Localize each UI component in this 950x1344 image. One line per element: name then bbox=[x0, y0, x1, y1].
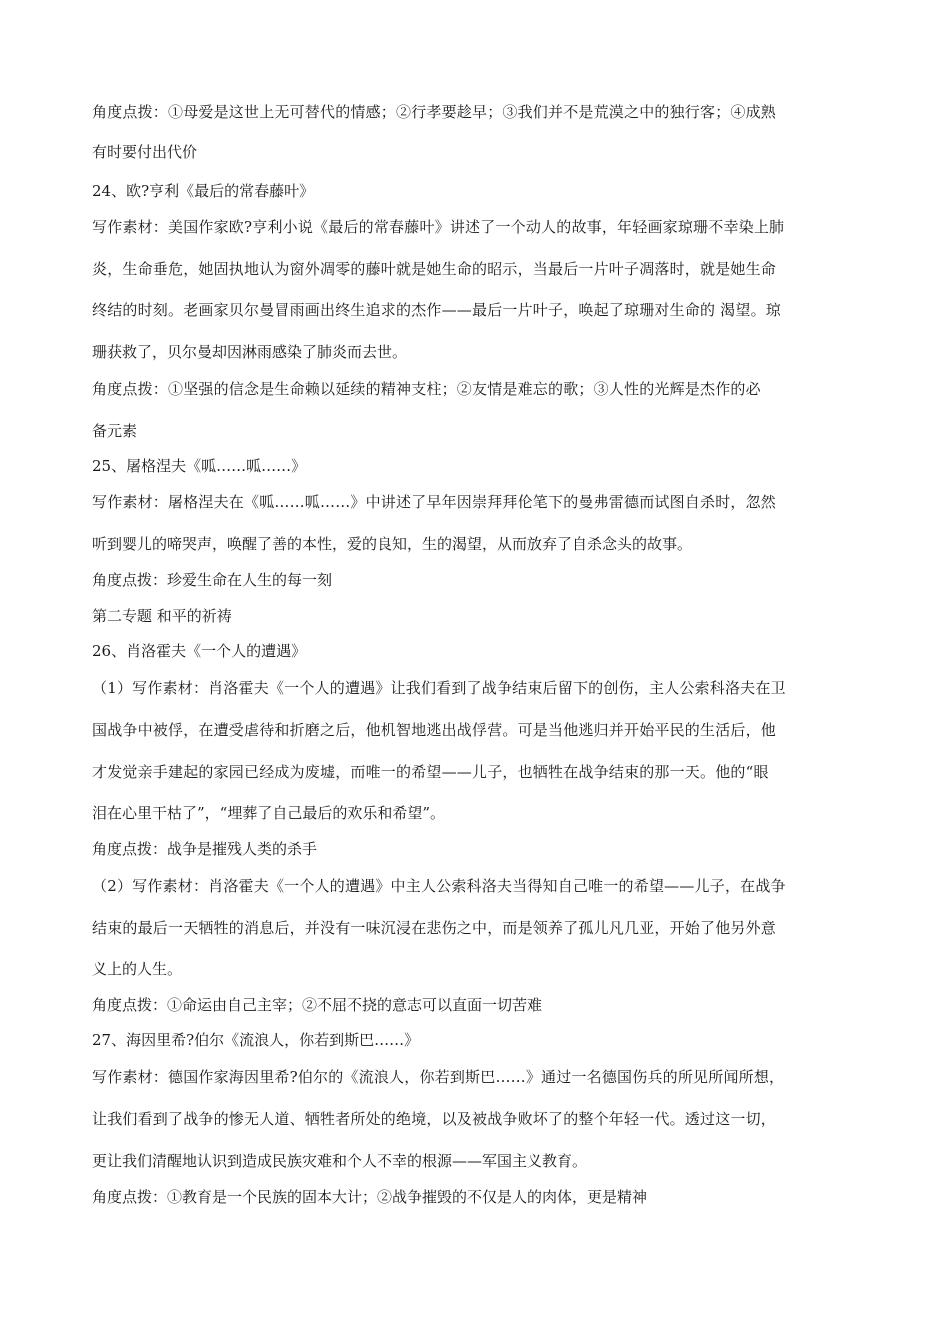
text-line: 炎，生命垂危，她固执地认为窗外凋零的藤叶就是她生命的昭示，当最后一片叶子凋落时，就是她生命 bbox=[92, 260, 777, 278]
text-line: 写作素材：屠格涅夫在《呱……呱……》中讲述了早年因崇拜拜伦笔下的曼弗雷德而试图自杀时，忽然 bbox=[92, 493, 777, 511]
text-line: 终结的时刻。老画家贝尔曼冒雨画出终生追求的杰作——最后一片叶子，唤起了琼珊对生命的 渴望。琼 bbox=[92, 301, 781, 319]
text-line: 角度点拨：①母爱是这世上无可替代的情感；②行孝要趁早；③我们并不是荒漠之中的独行客；④成熟 bbox=[92, 103, 777, 121]
text-line: 结束的最后一天牺牲的消息后，并没有一味沉浸在悲伤之中，而是领养了孤儿凡几亚，开始了他另外意 bbox=[92, 919, 777, 937]
section-heading: 27、海因里希?伯尔《流浪人，你若到斯巴……》 bbox=[92, 1031, 420, 1049]
text-line: 更让我们清醒地认识到造成民族灾难和个人不幸的根源——军国主义教育。 bbox=[92, 1152, 588, 1170]
text-line: 角度点拨：①教育是一个民族的固本大计；②战争摧毁的不仅是人的肉体，更是精神 bbox=[92, 1188, 648, 1206]
text-line: 角度点拨：珍爱生命在人生的每一刻 bbox=[92, 571, 333, 589]
text-line: （1）写作素材：肖洛霍夫《一个人的遭遇》让我们看到了战争结束后留下的创伤，主人公索科洛夫在卫 bbox=[92, 679, 786, 697]
text-line: 义上的人生。 bbox=[92, 960, 183, 978]
text-line: 才发觉亲手建起的家园已经成为废墟，而唯一的希望——儿子，也牺牲在战争结束的那一天。他的“眼 bbox=[92, 763, 769, 781]
text-line: 国战争中被俘，在遭受虐待和折磨之后，他机智地逃出战俘营。可是当他逃归并开始平民的生活后，他 bbox=[92, 721, 777, 739]
text-line: 写作素材：美国作家欧?亨利小说《最后的常春藤叶》讲述了一个动人的故事，年轻画家琼珊不幸染上肺 bbox=[92, 218, 785, 236]
text-line: 听到婴儿的啼哭声，唤醒了善的本性，爱的良知，生的渴望，从而放弃了自杀念头的故事。 bbox=[92, 535, 693, 553]
text-line: 泪在心里干枯了”，“埋葬了自己最后的欢乐和希望”。 bbox=[92, 804, 446, 822]
text-line: 备元素 bbox=[92, 422, 138, 440]
text-line: 让我们看到了战争的惨无人道、牺牲者所处的绝境，以及被战争败坏了的整个年轻一代。透过这一切， bbox=[92, 1110, 777, 1128]
text-line: 珊获救了，贝尔曼却因淋雨感染了肺炎而去世。 bbox=[92, 343, 408, 361]
text-line: 角度点拨：①坚强的信念是生命赖以延续的精神支柱；②友情是难忘的歌；③人性的光辉是杰作的必 bbox=[92, 380, 761, 398]
text-line: 有时要付出代价 bbox=[92, 143, 198, 161]
section-heading: 24、欧?亨利《最后的常春藤叶》 bbox=[92, 182, 315, 200]
text-line: （2）写作素材：肖洛霍夫《一个人的遭遇》中主人公索科洛夫当得知自己唯一的希望——儿子，在战争 bbox=[92, 877, 786, 895]
text-line: 角度点拨：战争是摧残人类的杀手 bbox=[92, 840, 318, 858]
section-heading: 26、肖洛霍夫《一个人的遭遇》 bbox=[92, 642, 307, 660]
topic-heading: 第二专题 和平的祈祷 bbox=[92, 607, 232, 625]
text-line: 角度点拨：①命运由自己主宰；②不屈不挠的意志可以直面一切苦难 bbox=[92, 996, 543, 1014]
text-line: 写作素材：德国作家海因里希?伯尔的《流浪人，你若到斯巴……》通过一名德国伤兵的所见所闻所想， bbox=[92, 1068, 785, 1086]
section-heading: 25、屠格涅夫《呱……呱……》 bbox=[92, 457, 307, 475]
